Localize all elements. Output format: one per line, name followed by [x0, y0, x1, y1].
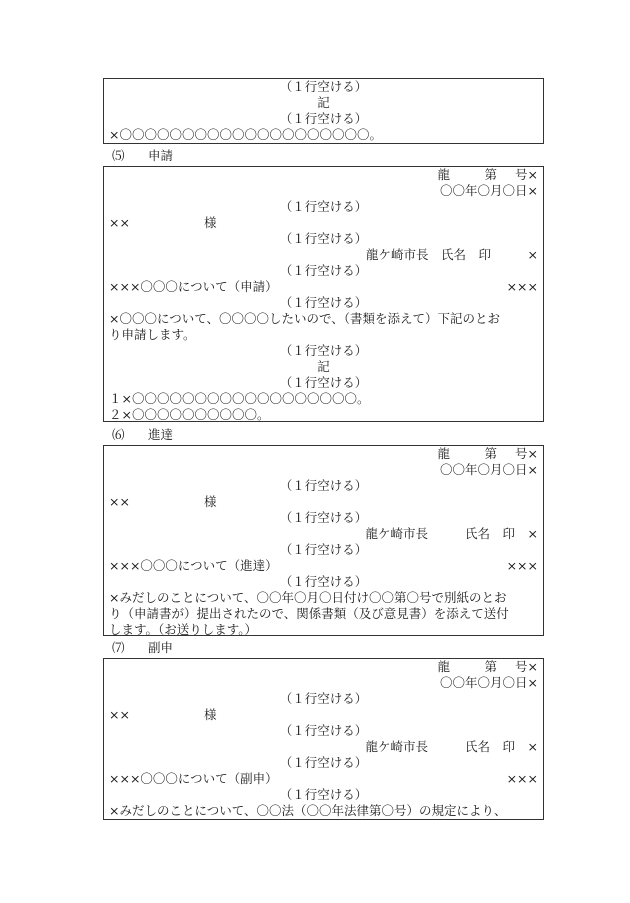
sender-name: 氏名	[464, 739, 490, 754]
subject-text: ×××〇〇〇について（申請）	[109, 279, 278, 294]
body-line: ×みだしのことについて、〇〇年〇月〇日付け〇〇第〇号で別紙のとお	[109, 590, 507, 605]
seal-mark: 印 ×	[502, 526, 538, 541]
addressee-line	[104, 707, 543, 723]
sender-name: 龍ケ崎市長 氏名 印	[365, 247, 491, 262]
blank-line-note: （１行空ける）	[279, 263, 368, 278]
sender-title: 龍ケ崎市長	[365, 526, 428, 541]
subject-space: ×××	[506, 558, 538, 573]
honorific: 様	[204, 494, 217, 509]
blank-line-note: （１行空ける）	[279, 723, 368, 738]
section-title: 副申	[148, 640, 174, 655]
blank-line-note: （１行空ける）	[279, 79, 368, 94]
sender-line	[104, 739, 543, 755]
item-line: １×〇〇〇〇〇〇〇〇〇〇〇〇〇〇〇〇〇〇。	[109, 391, 370, 406]
body-line: り（申請書が）提出されたので、関係書類（及び意見書）を添えて送付	[109, 606, 509, 621]
sender-title: 龍ケ崎市長	[365, 739, 428, 754]
section-title: 申請	[148, 148, 174, 163]
addressee: ××	[109, 707, 130, 722]
subject-text: ×××〇〇〇について（進達）	[109, 558, 278, 573]
date-line: 〇〇年〇月〇日×	[440, 183, 538, 198]
blank-line-note: （１行空ける）	[279, 574, 368, 589]
ki-heading: 記	[317, 95, 330, 110]
number-prefix: 龍	[437, 659, 450, 674]
document-number-line	[104, 446, 543, 462]
number-go: 号×	[515, 446, 538, 461]
section-number: ⑸	[112, 148, 125, 163]
section-number: ⑹	[112, 427, 125, 442]
subject-line	[104, 771, 543, 787]
addressee-line	[104, 494, 543, 510]
subject-text: ×××〇〇〇について（副申）	[109, 771, 278, 786]
blank-line-note: （１行空ける）	[279, 343, 368, 358]
document-number-line	[104, 167, 543, 183]
sender-line	[104, 526, 543, 542]
body-line: ×〇〇〇について、〇〇〇〇したいので、（書類を添えて）下記のとお	[109, 311, 500, 326]
date-line: 〇〇年〇月〇日×	[440, 675, 538, 690]
blank-line-note: （１行空ける）	[279, 510, 368, 525]
blank-line-note: （１行空ける）	[279, 787, 368, 802]
section-number: ⑺	[112, 640, 125, 655]
application-template-box	[103, 166, 544, 422]
number-dai: 第	[484, 167, 497, 182]
sender-space: ×	[527, 247, 538, 262]
blank-line-note: （１行空ける）	[279, 755, 368, 770]
addressee: ××	[109, 494, 130, 509]
addressee: ××	[109, 215, 130, 230]
sender-name: 氏名	[464, 526, 490, 541]
supplementary-template-box	[103, 658, 544, 820]
subject-line	[104, 558, 543, 574]
sender-line	[104, 247, 543, 263]
number-prefix: 龍	[437, 167, 450, 182]
section-title: 進達	[148, 427, 174, 442]
notice-continuation-box	[103, 78, 544, 144]
number-go: 号×	[515, 167, 538, 182]
honorific: 様	[204, 707, 217, 722]
addressee-line	[104, 215, 543, 231]
body-line: ×みだしのことについて、〇〇法（〇〇年法律第〇号）の規定により、	[109, 803, 507, 818]
section-heading-supplementary	[112, 640, 173, 656]
number-dai: 第	[484, 659, 497, 674]
blank-line-note: （１行空ける）	[279, 111, 368, 126]
document-number-line	[104, 659, 543, 675]
honorific: 様	[204, 215, 217, 230]
section-heading-transmittal	[112, 427, 173, 443]
subject-line	[104, 279, 543, 295]
blank-line-note: （１行空ける）	[279, 295, 368, 310]
number-prefix: 龍	[437, 446, 450, 461]
number-dai: 第	[484, 446, 497, 461]
seal-mark: 印 ×	[502, 739, 538, 754]
transmittal-template-box	[103, 445, 544, 636]
body-line: り申請します。	[109, 327, 196, 342]
blank-line-note: （１行空ける）	[279, 478, 368, 493]
number-go: 号×	[515, 659, 538, 674]
ki-heading: 記	[317, 359, 330, 374]
blank-line-note: （１行空ける）	[279, 691, 368, 706]
item-line: ×〇〇〇〇〇〇〇〇〇〇〇〇〇〇〇〇〇〇〇〇。	[109, 127, 382, 142]
blank-line-note: （１行空ける）	[279, 231, 368, 246]
section-heading-application	[112, 148, 173, 164]
subject-space: ×××	[506, 771, 538, 786]
blank-line-note: （１行空ける）	[279, 199, 368, 214]
blank-line-note: （１行空ける）	[279, 375, 368, 390]
subject-space: ×××	[506, 279, 538, 294]
blank-line-note: （１行空ける）	[279, 542, 368, 557]
body-line: します。（お送りします。）	[109, 622, 258, 637]
item-line: ２×〇〇〇〇〇〇〇〇〇〇。	[109, 407, 270, 422]
date-line: 〇〇年〇月〇日×	[440, 462, 538, 477]
